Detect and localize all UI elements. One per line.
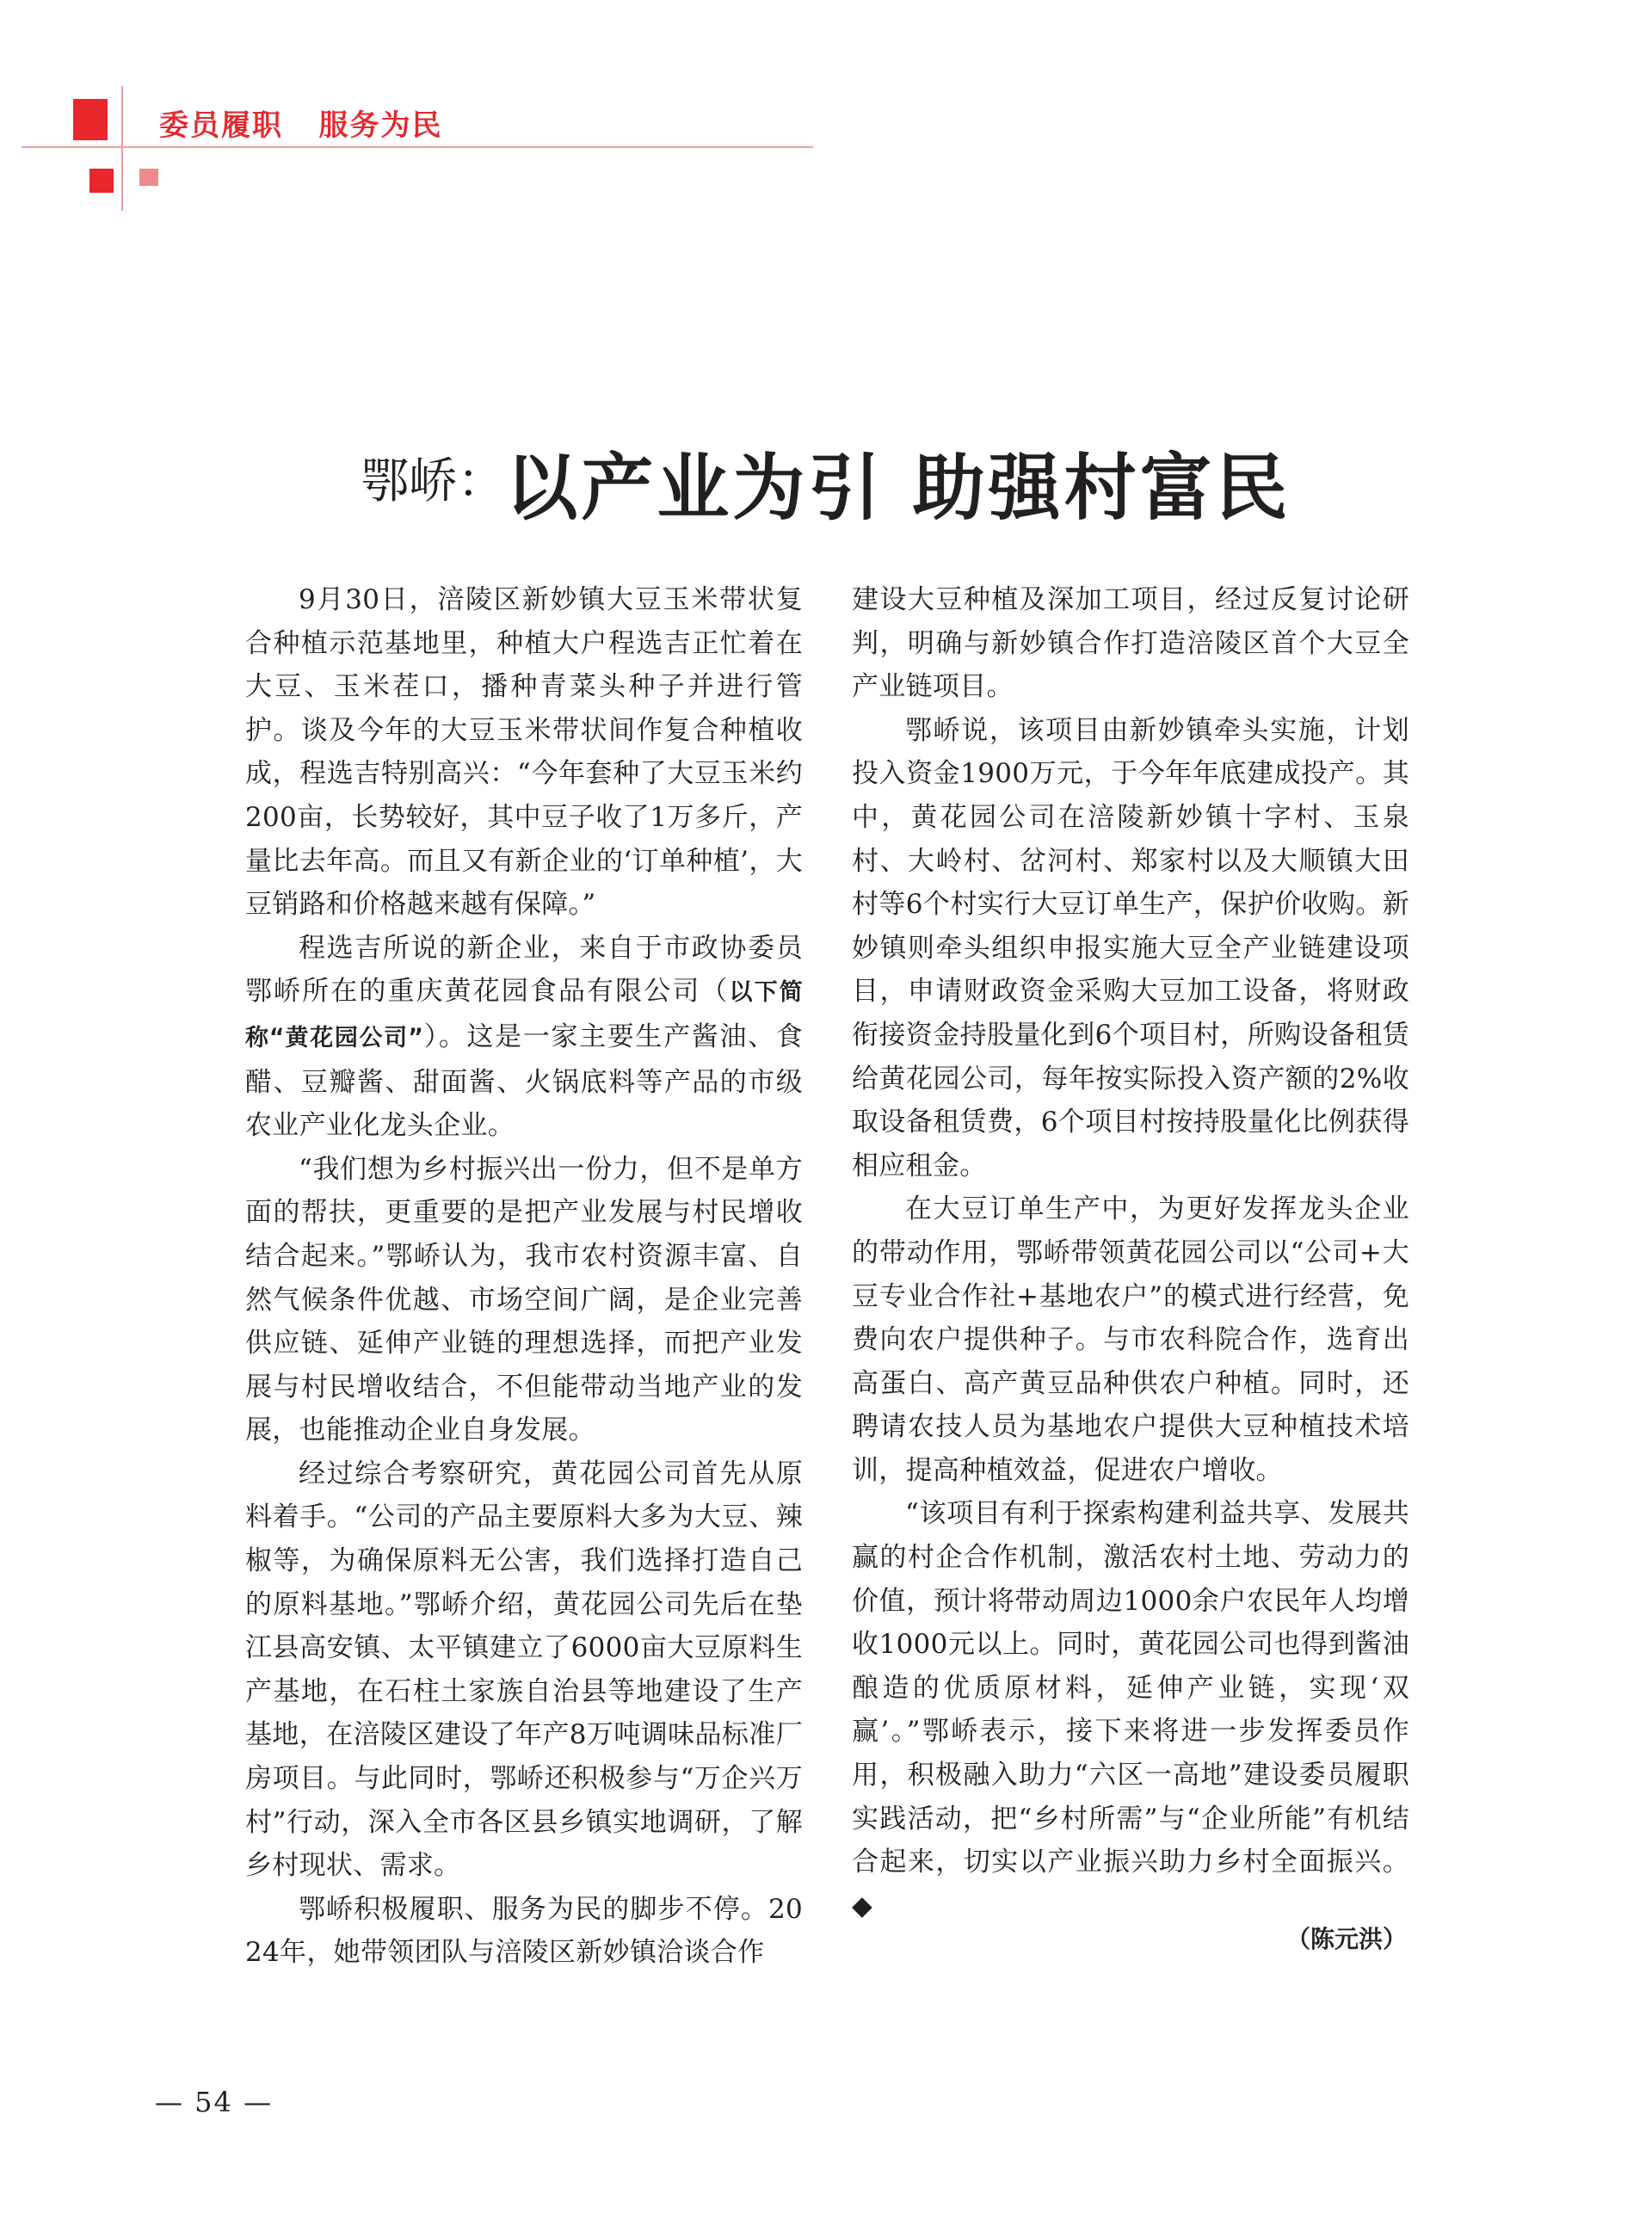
abbreviation-note: 以下简称“黄花园公司”	[245, 979, 803, 1051]
paragraph: 经过综合考察研究，黄花园公司首先从原料着手。“公司的产品主要原料大多为大豆、辣椒等，为确保原料无公害，我们选择打造自己的原料基地。”鄂峤介绍，黄花园公司先后在垫江县高安镇、太平镇建立了6000亩大豆原料生产基地，在石柱土家族自治县等地建设了生产基地，在涪陵区建设了年产8万吨调味品标准厂房项目。与此同时，鄂峤还积极参与“万企兴万村”行动，深入全市各区县乡镇实地调研，了解乡村现状、需求。	[245, 1458, 803, 1882]
header-accent-square-light	[139, 169, 158, 186]
header-accent-square-small	[89, 169, 114, 193]
header-vertical-rule	[121, 86, 123, 211]
paragraph: 在大豆订单生产中，为更好发挥龙头企业的带动作用，鄂峤带领黄花园公司以“公司+大豆专业合作社+基地农户”的模式进行经营，免费向农户提供种子。与市农科院合作，选育出高蛋白、高产黄豆品种供农户种植。同时，还聘请农技人员为基地农户提供大豆种植技术培训，提高种植效益，促进农户增收。	[852, 1193, 1409, 1486]
article-headline	[0, 430, 1652, 534]
paragraph: 建设大豆种植及深加工项目，经过反复讨论研判，明确与新妙镇合作打造涪陵区首个大豆全产业链项目。	[852, 584, 1409, 703]
paragraph: “该项目有利于探索构建利益共享、发展共赢的村企合作机制，激活农村土地、劳动力的价值，预计将带动周边1000余户农民年人均增收1000元以上。同时，黄花园公司也得到酱油酿造的优质原材料，延伸产业链，实现‘双赢’。”鄂峤表示，接下来将进一步发挥委员作用，积极融入助力“六区一高地”建设委员履职实践活动，把“乡村所需”与“企业所能”有机结合起来，切实以产业振兴助力乡村全面振兴。◆	[852, 1498, 1409, 1921]
article-column-right	[852, 578, 1409, 1927]
header-accent-square	[73, 99, 108, 140]
author-credit: （陈元洪）	[1285, 1925, 1407, 1953]
article-column-left	[245, 578, 803, 1975]
header-horizontal-rule	[22, 146, 813, 148]
paragraph: 鄂峤积极履职、服务为民的脚步不停。2024年，她带领团队与涪陵区新妙镇洽谈合作	[245, 1893, 803, 1969]
paragraph: 程选吉所说的新企业，来自于市政协委员鄂峤所在的重庆黄花园食品有限公司（以下简称“黄花园公司”）。这是一家主要生产酱油、食醋、豆瓣酱、甜面酱、火锅底料等产品的市级农业产业化龙头企业。	[245, 932, 803, 1142]
headline-title: 以产业为引 助强村富民	[505, 446, 1291, 530]
paragraph: 9月30日，涪陵区新妙镇大豆玉米带状复合种植示范基地里，种植大户程选吉正忙着在大豆、玉米茬口，播种青菜头种子并进行管护。谈及今年的大豆玉米带状间作复合种植收成，程选吉特别高兴：“今年套种了大豆玉米约200亩，长势较好，其中豆子收了1万多斤，产量比去年高。而且又有新企业的‘订单种植’，大豆销路和价格越来越有保障。”	[245, 584, 803, 921]
page-number: — 54 —	[155, 2086, 274, 2118]
paragraph: “我们想为乡村振兴出一份力，但不是单方面的帮扶，更重要的是把产业发展与村民增收结合起来。”鄂峤认为，我市农村资源丰富、自然气候条件优越、市场空间广阔，是企业完善供应链、延伸产业链的理想选择，而把产业发展与村民增收结合，不但能带动当地产业的发展，也能推动企业自身发展。	[245, 1153, 803, 1446]
section-title: 委员履职 服务为民	[159, 108, 443, 143]
headline-name: 鄂峤：	[361, 453, 506, 509]
paragraph: 鄂峤说，该项目由新妙镇牵头实施，计划投入资金1900万元，于今年年底建成投产。其中，黄花园公司在涪陵新妙镇十字村、玉泉村、大岭村、岔河村、郑家村以及大顺镇大田村等6个村实行大豆订单生产，保护价收购。新妙镇则牵头组织申报实施大豆全产业链建设项目，申请财政资金采购大豆加工设备，将财政衔接资金持股量化到6个项目村，所购设备租赁给黄花园公司，每年按实际投入资产额的2%收取设备租赁费，6个项目村按持股量化比例获得相应租金。	[852, 714, 1409, 1181]
